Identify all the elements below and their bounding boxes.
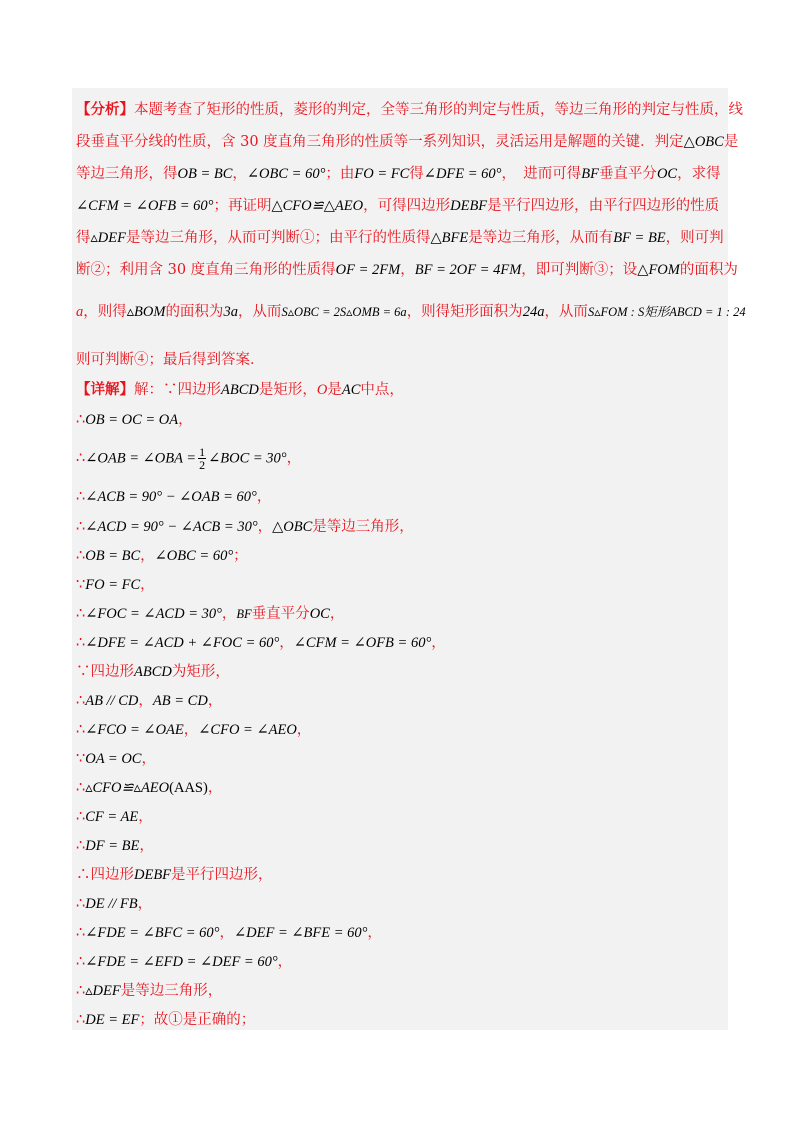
detail-line-4: ∴∠ACB = 90° − ∠OAB = 60°，	[76, 489, 272, 505]
detail-line-13: ∵OA = OC，	[76, 751, 156, 767]
detail-line-9: ∴∠DFE = ∠ACD + ∠FOC = 60°，∠CFM = ∠OFB = 60°，	[76, 635, 446, 651]
analysis-line-6: 断②；利用含 30 度直角三角形的性质得OF = 2FM，BF = 2OF = 4FM，即可判断③；设△FOM的面积为	[76, 262, 738, 278]
analysis-line-4: ∠CFM = ∠OFB = 60°；再证明△CFO≌△AEO，可得四边形DEBF是平行四边形，由平行四边形的性质	[76, 198, 720, 214]
detail-line-15: ∴CF = AE，	[76, 809, 153, 825]
detail-line-1: 【详解】解：∵四边形ABCD是矩形，O是AC中点，	[76, 381, 404, 398]
detail-label: 【详解】	[76, 381, 134, 398]
fraction-one-half: $\frac{1}{2}$	[199, 445, 206, 472]
detail-line-7: ∵FO = FC，	[76, 577, 155, 593]
detail-line-10: ∵四边形ABCD为矩形，	[76, 664, 230, 680]
detail-line-14: ∴▵CFO≌▵AEO(AAS)，	[76, 780, 223, 796]
detail-line-11: ∴AB // CD，AB = CD，	[76, 693, 223, 709]
analysis-line-2: 段垂直平分线的性质，含 30 度直角三角形的性质等一系列知识，灵活运用是解题的关键．判定△OBC是	[76, 134, 739, 150]
detail-line-8: ∴∠FOC = ∠ACD = 30°，BF垂直平分OC，	[76, 606, 345, 622]
analysis-label: 【分析】	[76, 101, 134, 118]
analysis-line-8: 则可判断④；最后得到答案．	[76, 352, 265, 368]
detail-line-17: ∴四边形DEBF是平行四边形，	[76, 867, 273, 883]
analysis-line-5: 得▵DEF是等边三角形，从而可判断①；由平行的性质得△BFE是等边三角形，从而有BF = BE，则可判	[76, 230, 724, 246]
detail-line-12: ∴∠FCO = ∠OAE，∠CFO = ∠AEO，	[76, 722, 312, 738]
detail-line-3: ∴∠OAB = ∠OBA = $\frac{1}{2}$ ∠BOC = 30°，	[76, 445, 302, 472]
detail-line-5: ∴∠ACD = 90° − ∠ACB = 30°，△OBC是等边三角形，	[76, 519, 414, 535]
detail-line-21: ∴▵DEF是等边三角形，	[76, 983, 223, 999]
detail-line-2: ∴OB = OC = OA，	[76, 412, 193, 428]
detail-line-18: ∴DE // FB，	[76, 896, 153, 912]
detail-line-16: ∴DF = BE，	[76, 838, 154, 854]
detail-line-19: ∴∠FDE = ∠BFC = 60°，∠DEF = ∠BFE = 60°，	[76, 925, 382, 941]
analysis-line-7: a，则得▵BOM的面积为3a，从而S▵OBC = 2S▵OMB = 6a，则得矩形面积为24a，从而S▵FOM : S矩形ABCD = 1 : 24	[76, 304, 746, 320]
detail-line-22: ∴DE = EF；故①是正确的；	[76, 1012, 256, 1028]
analysis-line-3: 等边三角形，得OB = BC，∠OBC = 60°；由FO = FC得∠DFE = 60°， 进而可得BF垂直平分OC，求得	[76, 166, 721, 182]
detail-line-20: ∴∠FDE = ∠EFD = ∠DEF = 60°，	[76, 954, 293, 970]
analysis-line-1: 【分析】本题考查了矩形的性质，菱形的判定，全等三角形的判定与性质，等边三角形的判定与性质，线	[76, 101, 743, 118]
detail-line-6: ∴OB = BC，∠OBC = 60°；	[76, 548, 248, 564]
